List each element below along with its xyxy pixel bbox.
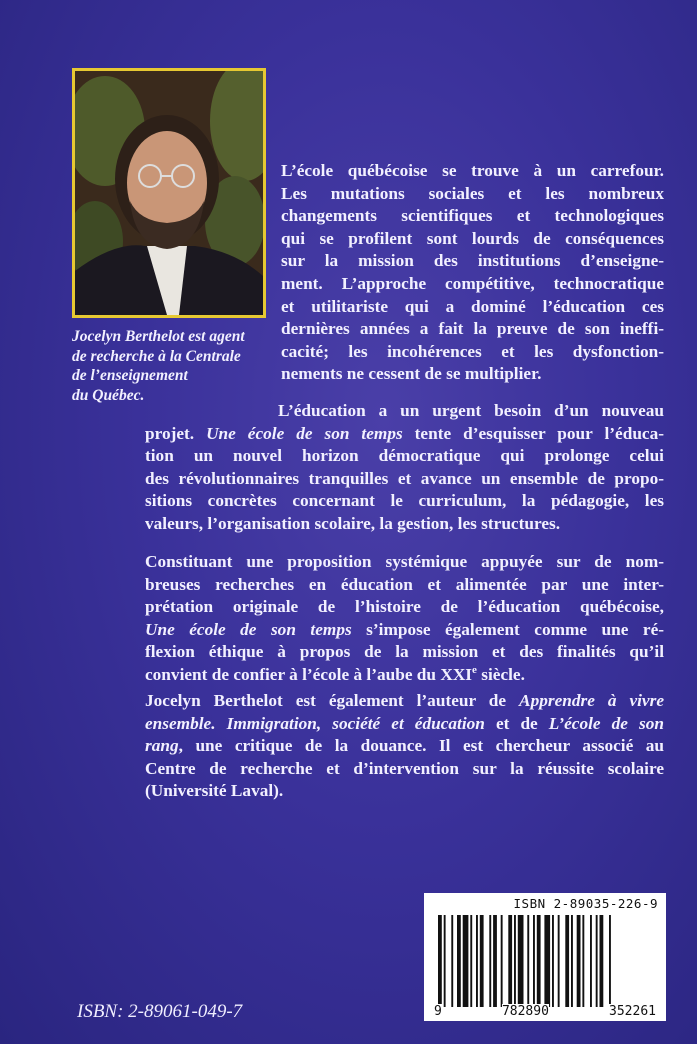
blurb-line: sur la mission des institutions d’enseigne- — [281, 251, 664, 271]
blurb-line: sitions concrètes concernant le curriculum, la pédagogie, les — [145, 491, 664, 511]
blurb-line: Constituant une proposition systémique appuyée sur de nom- — [145, 552, 664, 571]
blurb-line: Les mutations sociales et les nombreux — [281, 183, 664, 203]
blurb-line: ment. L’approche compétitive, technocratique — [281, 273, 664, 293]
blurb-line: (Université Laval). — [145, 781, 284, 801]
blurb-paragraph-4 — [145, 690, 664, 803]
book-title: L’école de son — [548, 713, 664, 733]
blurb-line: L’école québécoise se trouve à un carrefour. — [281, 161, 664, 180]
isbn-label: ISBN: 2-89061-049-7 — [77, 1001, 243, 1022]
blurb-paragraph-1 — [281, 160, 664, 386]
blurb-line: flexion éthique à propos de la mission et des finalités qu’il — [145, 642, 664, 662]
blurb-line: des révolutionnaires tranquilles et avance un ensemble de propo- — [145, 468, 664, 488]
text-run: siècle. — [476, 664, 525, 684]
book-title: ensemble. Immigration, société et éducation — [145, 713, 485, 733]
blurb-line — [145, 735, 664, 758]
blurb-line — [145, 423, 664, 446]
book-title: Une école de son temps — [206, 423, 403, 443]
blurb-line: prétation originale de l’histoire de l’éducation québécoise, — [145, 597, 664, 617]
book-title: Une école de son temps — [145, 619, 352, 639]
barcode-digit-group: 352261 — [609, 1004, 656, 1019]
text-run: et de — [484, 713, 549, 733]
caption-line: de l’enseignement — [72, 367, 188, 384]
blurb-line — [145, 664, 664, 687]
barcode-digit-group: 9 — [434, 1004, 442, 1019]
book-title: rang — [145, 736, 179, 756]
barcode-bars-icon — [436, 915, 658, 1007]
blurb-line: valeurs, l’organisation scolaire, la gestion, les structures. — [145, 513, 561, 533]
blurb-line: nements ne cessent de se multiplier. — [281, 364, 542, 384]
text-run: projet. — [145, 423, 207, 443]
blurb-line — [145, 713, 664, 736]
barcode-isbn: ISBN 2-89035-226-9 — [513, 896, 658, 911]
caption-line: Jocelyn Berthelot est agent — [72, 328, 245, 345]
barcode-digit-group: 782890 — [501, 1004, 549, 1019]
blurb-line: tion un nouvel horizon démocratique qui prolonge celui — [145, 446, 664, 466]
caption-line: de recherche à la Centrale — [72, 347, 241, 365]
text-run: tente d’esquisser pour l’éduca- — [402, 423, 664, 443]
author-photo — [72, 68, 266, 318]
book-title: Apprendre à vivre — [519, 691, 665, 710]
blurb-line: dernières années a fait la preuve de son ineffi- — [281, 319, 664, 339]
text-run: s’impose également comme une ré- — [351, 619, 664, 639]
blurb-line — [145, 619, 664, 642]
superscript: e — [472, 664, 477, 677]
blurb-line: cacité; les incohérences et les dysfonction- — [281, 341, 664, 361]
author-portrait-icon — [75, 71, 263, 315]
text-run: convient de confier à l’école à l’aube du XXI — [145, 664, 473, 684]
blurb-line: Centre de recherche et d’intervention sur la réussite scolaire — [145, 758, 664, 778]
text-run: , une critique de la douance. Il est chercheur associé au — [178, 736, 664, 756]
blurb-line — [145, 690, 664, 713]
author-caption — [72, 327, 272, 405]
caption-line: du Québec. — [72, 386, 145, 404]
blurb-line: L’éducation a un urgent besoin d’un nouveau — [278, 401, 664, 420]
text-run: Jocelyn Berthelot est également l’auteur de — [145, 691, 520, 710]
barcode — [424, 893, 666, 1021]
blurb-line: et utilitariste qui a dominé l’éducation ces — [281, 296, 664, 316]
blurb-line: qui se profilent sont lourds de conséquences — [281, 228, 664, 248]
barcode-digits — [424, 1004, 666, 1019]
blurb-paragraph-2 — [145, 400, 664, 536]
blurb-line: breuses recherches en éducation et alimentée par une inter- — [145, 574, 664, 594]
blurb-line: changements scientifiques et technologiques — [281, 206, 664, 226]
blurb-paragraph-3 — [145, 551, 664, 687]
